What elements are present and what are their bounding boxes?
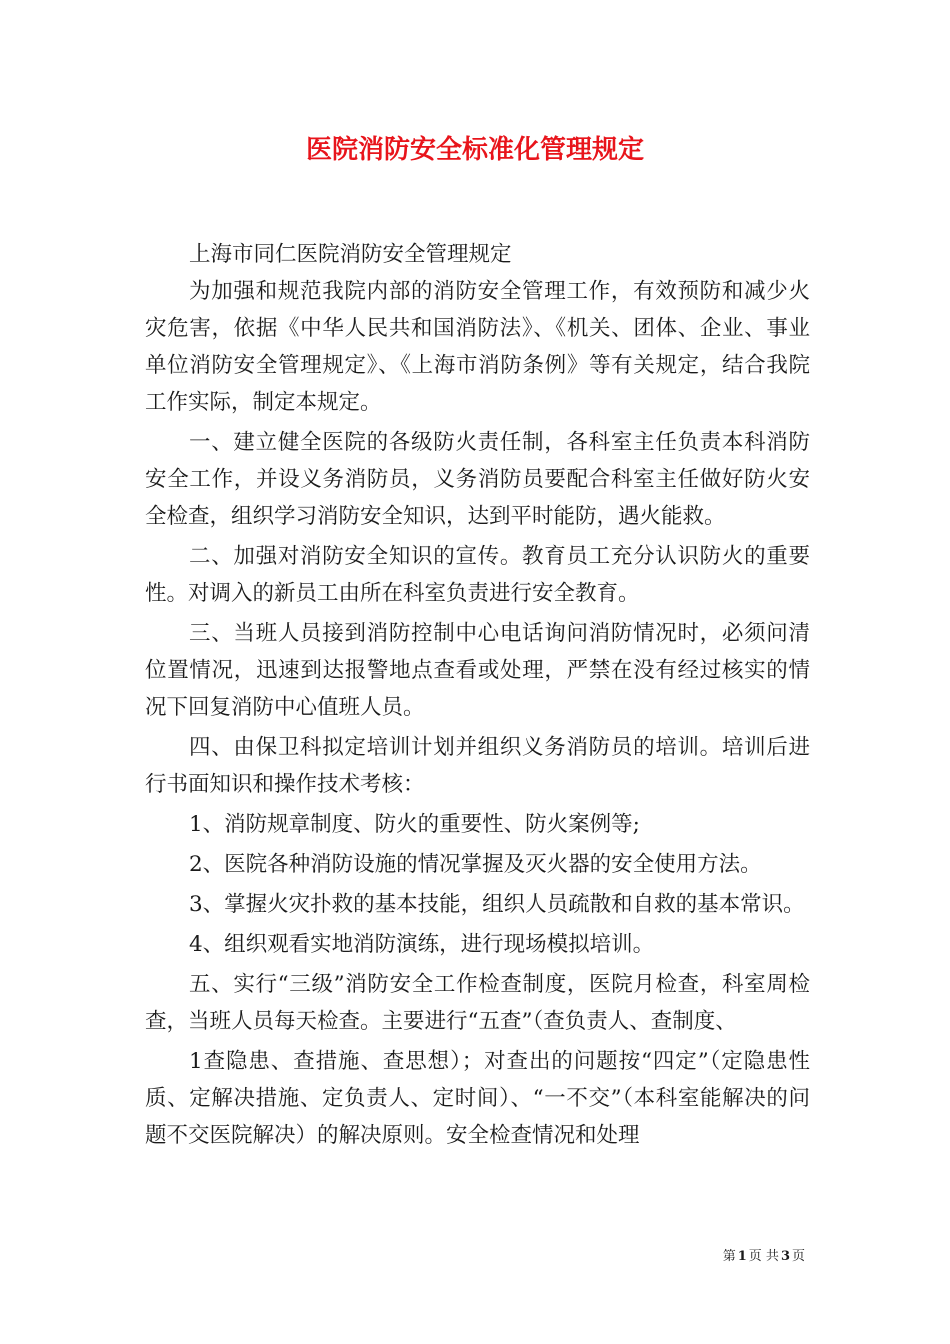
page-footer: [723, 1248, 805, 1266]
list-item-2: 2、医院各种消防设施的情况掌握及灭火器的安全使用方法。: [189, 852, 762, 877]
document-subtitle: 上海市同仁医院消防安全管理规定: [189, 242, 512, 267]
footer-suffix: 页: [791, 1249, 805, 1264]
footer-total-pages: 3: [780, 1249, 790, 1264]
footer-middle: 页 共: [748, 1249, 779, 1264]
paragraph-3: 三、当班人员接到消防控制中心电话询问消防情况时，必须问清位置情况，迅速到达报警地点查看或处理，严禁在没有经过核实的情况下回复消防中心值班人员。: [145, 621, 810, 720]
footer-page-number: 1: [737, 1249, 747, 1264]
document-body: [145, 236, 810, 1154]
paragraph-4: 四、由保卫科拟定培训计划并组织义务消防员的培训。培训后进行书面知识和操作技术考核：: [145, 735, 810, 797]
list-item-1: 1、消防规章制度、防火的重要性、防火案例等;: [189, 812, 640, 837]
paragraph-5-continued: 1查隐患、查措施、查思想）；对查出的问题按“四定”（定隐患性质、定解决措施、定负责人、定时间）、“一不交”（本科室能解决的问题不交医院解决）的解决原则。安全检查情况和处理: [145, 1049, 810, 1148]
list-item-4: 4、组织观看实地消防演练，进行现场模拟培训。: [189, 932, 655, 957]
list-item-3: 3、掌握火灾扑救的基本技能，组织人员疏散和自救的基本常识。: [189, 892, 805, 917]
paragraph-intro: 为加强和规范我院内部的消防安全管理工作，有效预防和减少火灾危害，依据《中华人民共和国消防法》、《机关、团体、企业、事业单位消防安全管理规定》、《上海市消防条例》等有关规定，结合我院工作实际，制定本规定。: [145, 279, 810, 415]
footer-prefix: 第: [722, 1249, 736, 1264]
paragraph-5: 五、实行“三级”消防安全工作检查制度，医院月检查，科室周检查，当班人员每天检查。主要进行“五查”（查负责人、查制度、: [145, 972, 810, 1034]
paragraph-1: 一、建立健全医院的各级防火责任制，各科室主任负责本科消防安全工作，并设义务消防员，义务消防员要配合科室主任做好防火安全检查，组织学习消防安全知识，达到平时能防，遇火能救。: [145, 430, 810, 529]
paragraph-2: 二、加强对消防安全知识的宣传。教育员工充分认识防火的重要性。对调入的新员工由所在科室负责进行安全教育。: [145, 544, 810, 606]
document-title: 医院消防安全标准化管理规定: [305, 135, 644, 165]
